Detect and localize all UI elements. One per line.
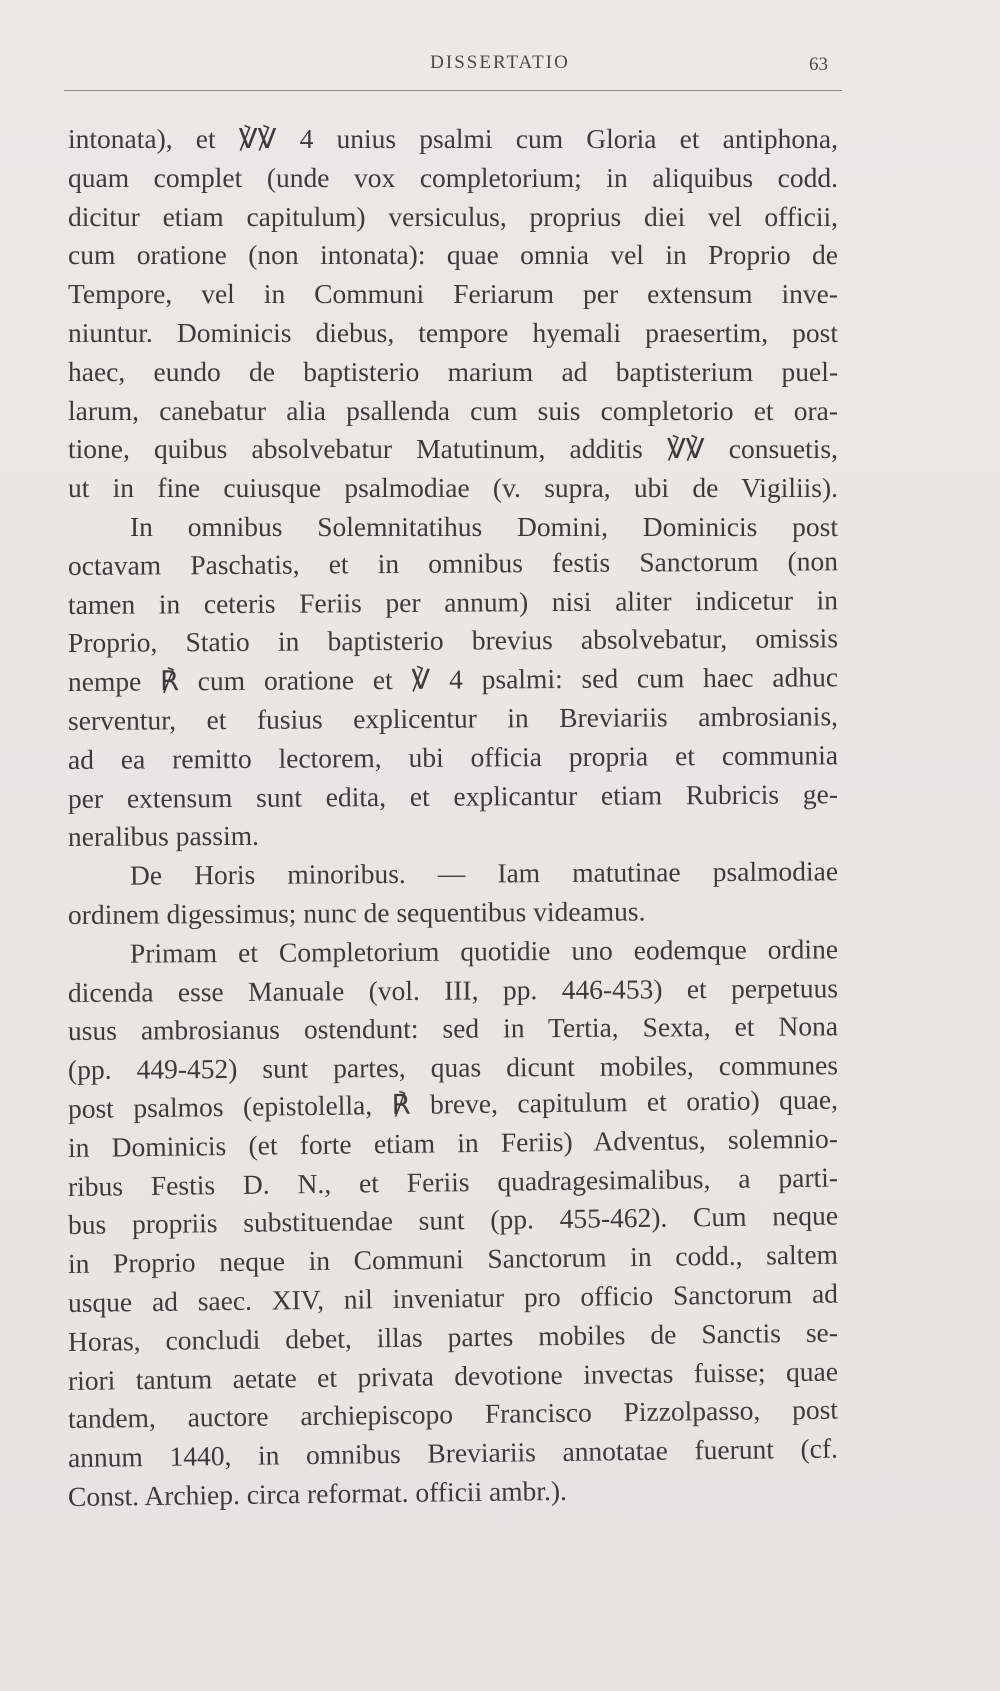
text-line: Horas, concludi debet, illas partes mobiles de Sanctis se- [67, 1316, 839, 1357]
page-number: 63 [809, 54, 828, 75]
text-line: per extensum sunt edita, et explicantur etiam Rubricis ge- [67, 777, 839, 814]
text-line: niuntur. Dominicis diebus, tempore hyemali praesertim, post [68, 316, 838, 348]
section-heading-line: De Horis minoribus. — Iam matutinae psalmodiae [129, 855, 839, 891]
text-line: annum 1440, in omnibus Breviariis annotatae fuerunt (cf. [67, 1432, 839, 1474]
text-line: Const. Archiep. circa reformat. officii ambr.). [67, 1474, 568, 1512]
text-line: Primam et Completorium quotidie uno eodemque ordine [129, 933, 839, 969]
text-line: tandem, auctore archiepiscopo Francisco Pizzolpasso, post [67, 1393, 839, 1435]
text-line: ut in fine cuiusque psalmodiae (v. supra, ubi de Vigiliis). [68, 472, 838, 504]
text-line: intonata), et ℣℣ 4 unius psalmi cum Gloria et antiphona, [68, 123, 838, 154]
running-title: DISSERTATIO [430, 52, 570, 73]
text-line: quam complet (unde vox completorium; in aliquibus codd. [68, 161, 838, 193]
text-line: tamen in ceteris Feriis per annum) nisi aliter indicetur in [67, 583, 839, 620]
text-line: in Dominicis (et forte etiam in Feriis) Adventus, solemnio- [67, 1122, 839, 1163]
text-line: haec, eundo de baptisterio marium ad baptisterium puel- [68, 355, 838, 387]
text-line: Tempore, vel in Communi Feriarum per extensum inve- [68, 278, 838, 310]
text-line: ad ea remitto lectorem, ubi officia propria et communia [67, 739, 839, 775]
text-line: bus propriis substituendae sunt (pp. 455-462). Cum neque [67, 1199, 839, 1241]
text-line: riori tantum aetate et privata devotione invectas fuisse; quae [67, 1355, 839, 1396]
text-line: in Proprio neque in Communi Sanctorum in codd., saltem [67, 1238, 839, 1280]
text-line: larum, canebatur alia psallenda cum suis completorio et ora- [68, 394, 838, 426]
text-line: dicenda esse Manuale (vol. III, pp. 446-453) et perpetuus [67, 971, 839, 1008]
text-line: octavam Paschatis, et in omnibus festis Sanctorum (non [67, 545, 839, 581]
text-line: nempe ℟ cum oratione et ℣ 4 psalmi: sed cum haec adhuc [67, 661, 839, 698]
header-rule [64, 90, 842, 91]
running-head [0, 50, 1000, 84]
text-line: usus ambrosianus ostendunt: sed in Tertia, Sexta, et Nona [67, 1010, 839, 1047]
text-line: ribus Festis D. N., et Feriis quadragesimalibus, a parti- [67, 1161, 839, 1202]
text-line: Proprio, Statio in baptisterio brevius absolvebatur, omissis [67, 622, 839, 659]
text-line: ordinem digessimus; nunc de sequentibus videamus. [67, 895, 646, 930]
text-line: dicitur etiam capitulum) versiculus, proprius diei vel officii, [68, 200, 838, 232]
text-line: post psalmos (epistolella, ℟ breve, capitulum et oratio) quae, [67, 1083, 839, 1124]
text-line: serventur, et fusius explicentur in Breviariis ambrosianis, [67, 700, 839, 736]
text-line: (pp. 449-452) sunt partes, quas dicunt mobiles, communes [67, 1049, 839, 1086]
text-line: In omnibus Solemnitatihus Domini, Dominicis post [130, 510, 838, 542]
text-line: neralibus passim. [67, 820, 260, 853]
body-text [68, 120, 838, 1517]
text-line: cum oratione (non intonata): quae omnia vel in Proprio de [68, 239, 838, 271]
text-line: tione, quibus absolvebatur Matutinum, additis ℣℣ consuetis, [68, 433, 838, 465]
text-line: usque ad saec. XIV, nil inveniatur pro officio Sanctorum ad [67, 1277, 839, 1318]
